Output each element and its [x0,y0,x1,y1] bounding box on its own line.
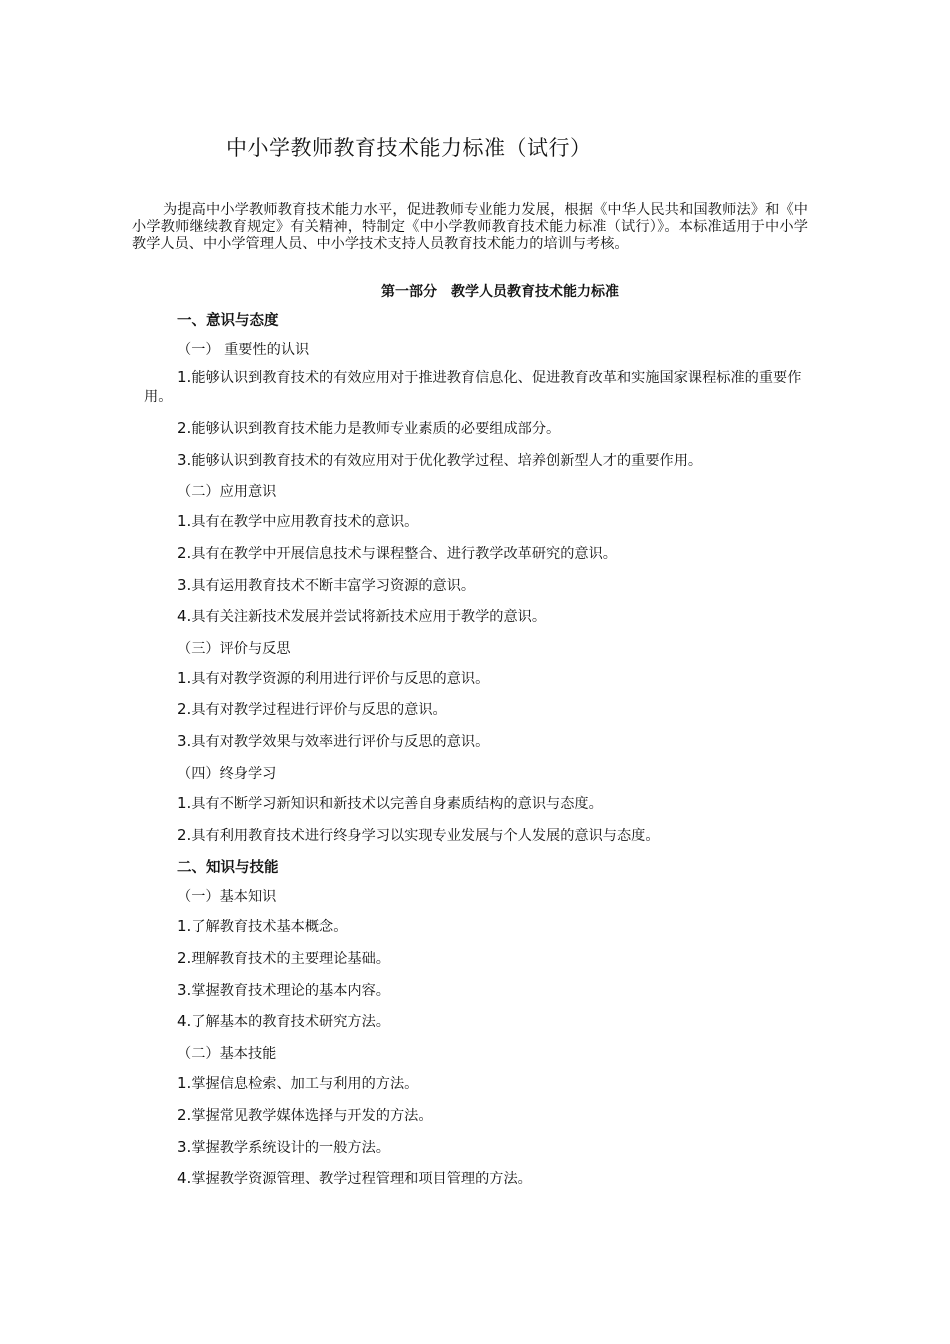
item-text: 具有对教学资源的利用进行评价与反思的意识。 [191,671,490,687]
subsection-heading: （三）评价与反思 [177,641,291,657]
part-heading: 第一部分 教学人员教育技术能力标准 [381,284,619,300]
item-text: 具有不断学习新知识和新技术以完善自身素质结构的意识与态度。 [191,796,603,812]
item-text: 掌握常见教学媒体选择与开发的方法。 [191,1108,433,1124]
list-item [177,1011,390,1031]
list-item [177,825,660,845]
item-text: 具有对教学效果与效率进行评价与反思的意识。 [191,734,490,750]
item-text: 掌握教学资源管理、教学过程管理和项目管理的方法。 [191,1171,532,1187]
item-number: 3. [177,732,192,750]
item-text: 了解教育技术基本概念。 [191,919,348,935]
list-item [177,575,475,595]
subsection-heading: （二）基本技能 [177,1046,277,1062]
item-number: 4. [177,1012,192,1030]
item-text: 掌握教学系统设计的一般方法。 [191,1140,390,1156]
item-number: 1. [177,512,192,530]
item-text: 具有在教学中应用教育技术的意识。 [191,514,419,530]
item-number: 2. [177,700,192,718]
intro-paragraph: 为提高中小学教师教育技术能力水平，促进教师专业能力发展，根据《中华人民共和国教师法》和《中小学教师继续教育规定》有关精神，特制定《中小学教师教育技术能力标准（试行）》。本标准适用于中小学教学人员、中小学管理人员、中小学技术支持人员教育技术能力的培训与考核。 [132,202,808,252]
list-item [177,731,489,751]
list-item [144,368,808,407]
list-item [177,450,702,470]
list-item [177,980,390,1000]
list-item [177,1137,390,1157]
list-item [177,668,489,688]
subsection-heading: （四）终身学习 [177,766,277,782]
item-text: 理解教育技术的主要理论基础。 [191,951,390,967]
list-item [177,1073,418,1093]
item-number: 3. [177,981,192,999]
list-item [177,1168,532,1188]
item-text: 具有利用教育技术进行终身学习以实现专业发展与个人发展的意识与态度。 [191,828,660,844]
list-item [177,418,560,438]
item-number: 2. [177,826,192,844]
item-number: 1. [177,794,192,812]
item-text: 能够认识到教育技术能力是教师专业素质的必要组成部分。 [191,421,561,437]
list-item [177,543,617,563]
item-number: 2. [177,419,192,437]
section-heading: 二、知识与技能 [177,860,279,876]
item-text: 具有运用教育技术不断丰富学习资源的意识。 [191,578,476,594]
item-text: 具有在教学中开展信息技术与课程整合、进行教学改革研究的意识。 [191,546,617,562]
subsection-heading: （二）应用意识 [177,484,277,500]
item-number: 2. [177,949,192,967]
item-text: 了解基本的教育技术研究方法。 [191,1014,390,1030]
item-number: 3. [177,1138,192,1156]
subsection-heading: （一） 重要性的认识 [177,342,310,358]
list-item [177,1105,433,1125]
item-text: 掌握信息检索、加工与利用的方法。 [191,1076,419,1092]
list-item [177,793,603,813]
item-text: 具有关注新技术发展并尝试将新技术应用于教学的意识。 [191,609,547,625]
item-number: 1. [177,917,192,935]
list-item [177,948,390,968]
item-number: 1. [177,368,192,386]
item-number: 2. [177,1106,192,1124]
item-number: 1. [177,1074,192,1092]
list-item [177,699,447,719]
item-text: 能够认识到教育技术的有效应用对于推进教育信息化、促进教育改革和实施国家课程标准的重要作用。 [144,370,802,405]
item-number: 1. [177,669,192,687]
subsection-heading: （一）基本知识 [177,889,277,905]
item-text: 掌握教育技术理论的基本内容。 [191,983,390,999]
item-text: 具有对教学过程进行评价与反思的意识。 [191,702,447,718]
item-number: 4. [177,1169,192,1187]
item-number: 3. [177,451,192,469]
item-number: 2. [177,544,192,562]
list-item [177,511,418,531]
list-item [177,916,347,936]
item-number: 4. [177,607,192,625]
item-text: 能够认识到教育技术的有效应用对于优化教学过程、培养创新型人才的重要作用。 [191,453,703,469]
list-item [177,606,546,626]
section-heading: 一、意识与态度 [177,313,279,329]
document-title: 中小学教师教育技术能力标准（试行） [226,136,592,160]
item-number: 3. [177,576,192,594]
